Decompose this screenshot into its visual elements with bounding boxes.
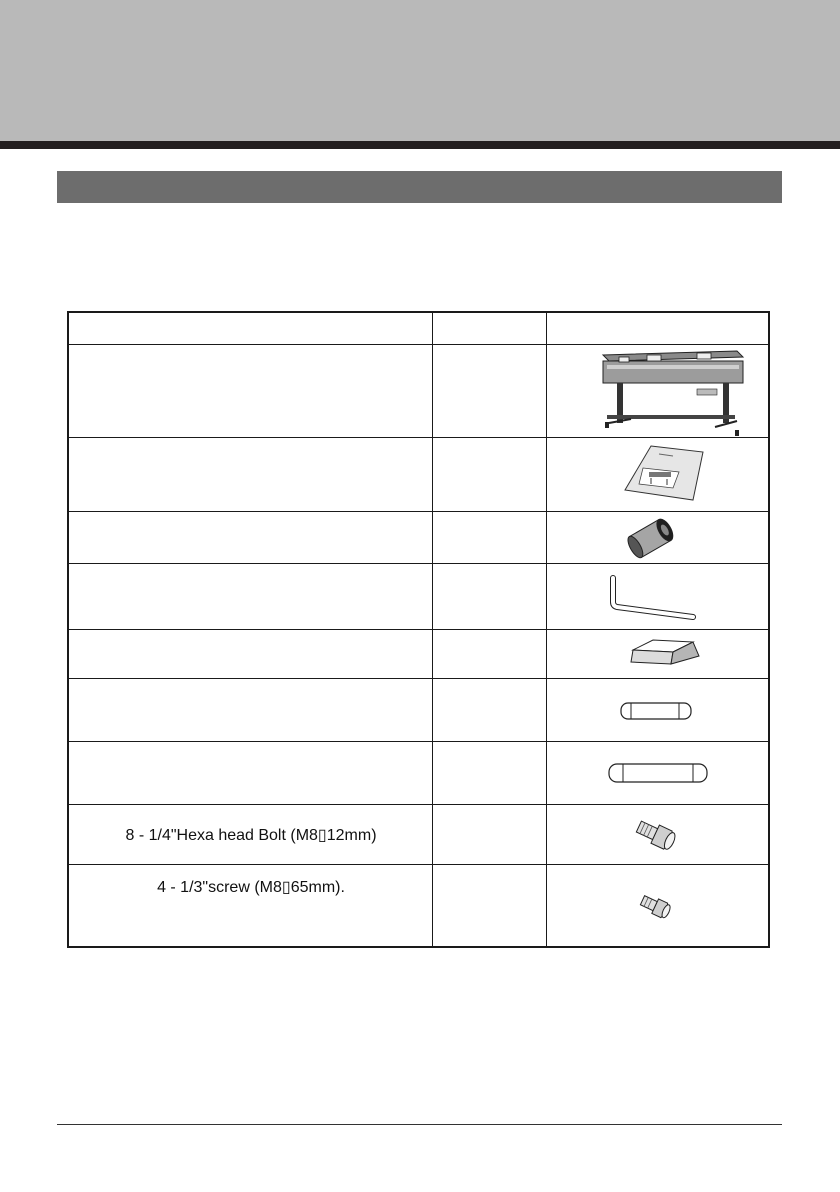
row-description: 8 - 1/4"Hexa head Bolt (M8▯12mm) — [125, 827, 377, 844]
section-title-bar — [57, 171, 782, 203]
header-rule — [0, 141, 840, 149]
core-adapter-icon — [547, 512, 770, 563]
hex-bolt-icon — [547, 805, 770, 864]
table-row — [69, 804, 768, 864]
manual-booklet-icon — [547, 438, 770, 511]
table-row — [69, 629, 768, 678]
table-row — [69, 563, 768, 629]
fuse-short-icon — [547, 679, 770, 741]
header-band — [0, 0, 840, 141]
table-header-row — [69, 313, 768, 344]
footer-rule — [57, 1124, 782, 1125]
screw-icon — [547, 865, 770, 948]
table-row — [69, 344, 768, 437]
parts-table — [67, 311, 770, 948]
header-picture — [547, 313, 768, 344]
table-row — [69, 678, 768, 741]
fuse-long-icon — [547, 742, 770, 804]
header-quantity — [433, 313, 547, 344]
table-row — [69, 741, 768, 804]
laminator-machine-icon — [547, 345, 770, 437]
header-description — [69, 313, 433, 344]
table-row — [69, 864, 768, 948]
table-row — [69, 437, 768, 511]
hex-key-icon — [547, 564, 770, 629]
wedge-block-icon — [547, 630, 770, 678]
table-row — [69, 511, 768, 563]
row-description: 4 - 1/3"screw (M8▯65mm). — [157, 879, 345, 896]
